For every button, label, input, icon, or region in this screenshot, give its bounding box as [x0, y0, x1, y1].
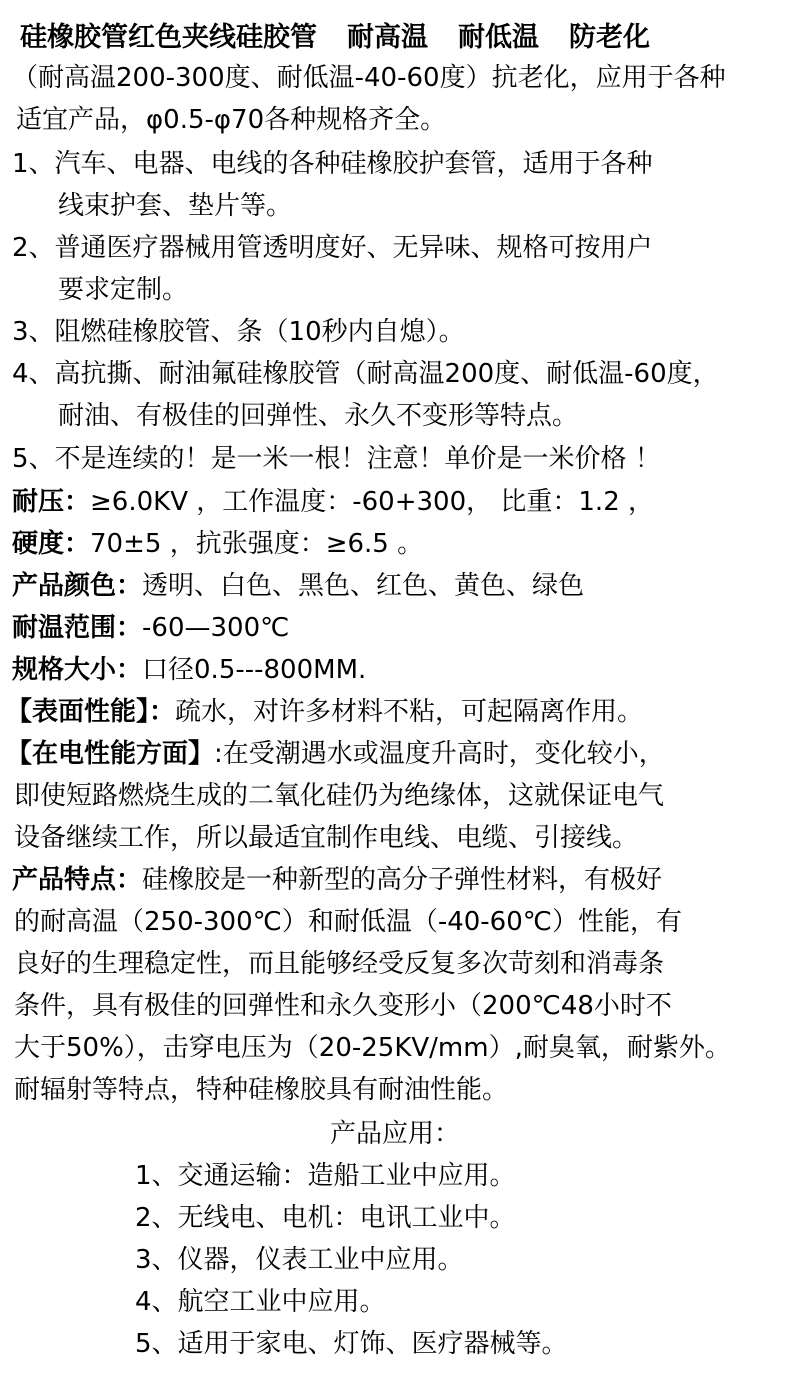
- feature-5-line: 5、不是连续的！是一米一根！注意！单价是一米价格 ！: [12, 444, 661, 474]
- product-features-line-6: 耐辐射等特点，特种硅橡胶具有耐油性能。: [14, 1075, 509, 1105]
- applications-heading: 产品应用：: [329, 1119, 460, 1149]
- product-features-line-3: 良好的生理稳定性，而且能够经受反复多次苛刻和消毒条: [14, 949, 665, 979]
- application-item-2: 2、无线电、电机：电讯工业中。: [135, 1203, 516, 1233]
- electric-performance-line-2: 即使短路燃烧生成的二氧化硅仍为绝缘体，这就保证电气: [14, 781, 665, 811]
- spec-hardness-label: 硬度：: [12, 529, 91, 559]
- intro-line-2: 适宜产品，φ0.5-φ70各种规格齐全。: [16, 105, 447, 135]
- spec-pressure-value: ≥6.0KV ，工作温度：-60+300， 比重：1.2 ，: [90, 487, 655, 517]
- product-features-line-2: 的耐高温（250-300℃）和耐低温（-40-60℃）性能，有: [14, 907, 682, 937]
- feature-3-line: 3、阻燃硅橡胶管、条（10秒内自熄）。: [12, 317, 465, 347]
- spec-pressure: [12, 486, 654, 518]
- product-features-line-4: 条件，具有极佳的回弹性和永久变形小（200℃48小时不: [14, 991, 672, 1021]
- page-title: [20, 22, 650, 54]
- feature-2-line-2: 要求定制。: [58, 275, 189, 305]
- electric-performance-text-1: :在受潮遇水或温度升高时，变化较小，: [214, 739, 665, 769]
- surface-performance-label: 【表面性能】：: [6, 697, 176, 727]
- product-features-text-1: 硅橡胶是一种新型的高分子弹性材料，有极好: [142, 865, 663, 895]
- feature-2-line-1: 2、普通医疗器械用管透明度好、无异味、规格可按用户: [12, 233, 653, 263]
- title-feature-low-temp: 耐低温: [458, 22, 539, 53]
- spec-size: [12, 654, 366, 686]
- feature-4-line-1: 4、高抗撕、耐油氟硅橡胶管（耐高温200度、耐低温-60度，: [12, 359, 719, 389]
- product-features-line-5: 大于50%），击穿电压为（20-25KV/mm）,耐臭氧，耐紫外。: [14, 1033, 731, 1063]
- surface-performance-value: 疏水，对许多材料不粘，可起隔离作用。: [175, 697, 644, 727]
- electric-performance-label: 【在电性能方面】: [6, 739, 215, 769]
- feature-4-line-2: 耐油、有极佳的回弹性、永久不变形等特点。: [58, 401, 579, 431]
- electric-performance-line-3: 设备继续工作，所以最适宜制作电线、电缆、引接线。: [14, 823, 639, 853]
- spec-size-label: 规格大小：: [12, 655, 143, 685]
- application-item-5: 5、适用于家电、灯饰、医疗器械等。: [135, 1329, 568, 1359]
- application-item-3: 3、仪器，仪表工业中应用。: [135, 1245, 464, 1275]
- electric-performance-line-1: [6, 738, 665, 770]
- feature-1-line-1: 1、汽车、电器、电线的各种硅橡胶护套管，适用于各种: [12, 149, 653, 179]
- spec-color-label: 产品颜色：: [12, 571, 143, 601]
- spec-temp-range-value: -60—300℃: [142, 613, 290, 643]
- surface-performance: [6, 696, 643, 728]
- product-features-line-1: [12, 864, 662, 896]
- spec-temp-range-label: 耐温范围：: [12, 613, 143, 643]
- spec-hardness-value: 70±5 ，抗张强度：≥6.5 。: [90, 529, 424, 559]
- product-features-label: 产品特点：: [12, 865, 143, 895]
- feature-1-line-2: 线束护套、垫片等。: [58, 191, 293, 221]
- spec-color-value: 透明、白色、黑色、红色、黄色、绿色: [142, 571, 585, 601]
- spec-pressure-label: 耐压：: [12, 487, 91, 517]
- spec-size-value: 口径0.5---800MM.: [142, 655, 367, 685]
- application-item-1: 1、交通运输：造船工业中应用。: [135, 1161, 516, 1191]
- spec-hardness: [12, 528, 423, 560]
- application-item-4: 4、航空工业中应用。: [135, 1287, 386, 1317]
- title-feature-high-temp: 耐高温: [347, 22, 428, 53]
- title-main: 硅橡胶管红色夹线硅胶管: [20, 22, 317, 53]
- spec-temp-range: [12, 612, 289, 644]
- title-feature-anti-aging: 防老化: [569, 22, 650, 53]
- spec-color: [12, 570, 584, 602]
- intro-line-1: （耐高温200-300度、耐低温-40-60度）抗老化，应用于各种: [12, 63, 726, 93]
